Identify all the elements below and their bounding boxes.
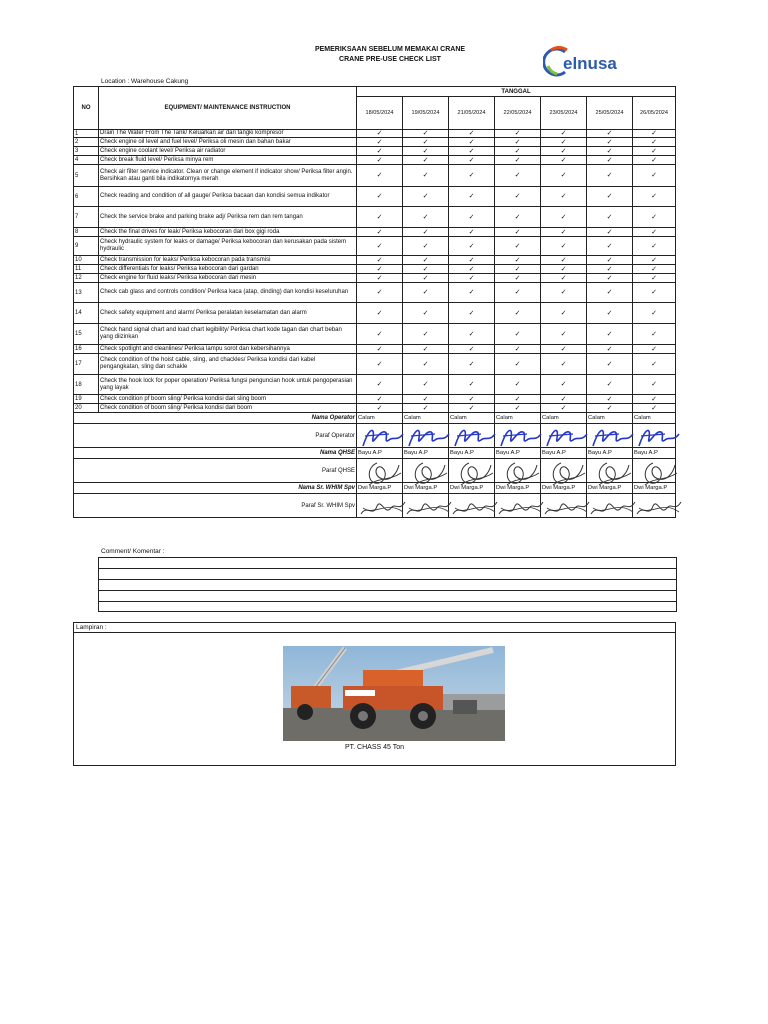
- check-mark[interactable]: ✓: [357, 228, 403, 237]
- attachment-section: [73, 622, 676, 766]
- check-mark[interactable]: ✓: [449, 256, 495, 265]
- title-line-1: PEMERIKSAAN SEBELUM MEMAKAI CRANE: [314, 46, 466, 53]
- checklist-row: [74, 165, 676, 187]
- check-mark[interactable]: ✓: [449, 165, 495, 187]
- spv-signature[interactable]: [449, 494, 495, 518]
- check-mark[interactable]: ✓: [495, 130, 541, 138]
- check-mark[interactable]: ✓: [357, 345, 403, 354]
- check-mark[interactable]: ✓: [633, 395, 676, 404]
- check-mark[interactable]: ✓: [449, 265, 495, 274]
- check-mark[interactable]: ✓: [449, 156, 495, 165]
- check-mark[interactable]: ✓: [357, 138, 403, 147]
- header-equipment: EQUIPMENT/ MAINTENANCE INSTRUCTION: [99, 87, 357, 130]
- row-number: 7: [74, 207, 99, 228]
- check-mark[interactable]: ✓: [633, 187, 676, 207]
- check-mark[interactable]: ✓: [357, 256, 403, 265]
- operator-signature[interactable]: [449, 424, 495, 448]
- check-mark[interactable]: ✓: [449, 303, 495, 324]
- check-mark[interactable]: ✓: [495, 324, 541, 345]
- check-mark[interactable]: ✓: [403, 130, 449, 138]
- check-mark[interactable]: ✓: [449, 283, 495, 303]
- check-mark[interactable]: ✓: [541, 395, 587, 404]
- check-mark[interactable]: ✓: [541, 130, 587, 138]
- checklist-row: [74, 303, 676, 324]
- spv-name[interactable]: Dwi Marga.P: [403, 483, 449, 494]
- check-mark[interactable]: ✓: [403, 228, 449, 237]
- check-mark[interactable]: ✓: [449, 130, 495, 138]
- check-mark[interactable]: ✓: [541, 265, 587, 274]
- operator-name[interactable]: Calam: [403, 413, 449, 424]
- comment-label: Comment/ Komentar :: [101, 548, 165, 555]
- instruction-text: Check the hook lock for poper operation/ Periksa fungsi penguncian hook untuk pengoperasian yang layak: [99, 375, 357, 395]
- row-number: 19: [74, 395, 99, 404]
- check-mark[interactable]: ✓: [587, 283, 633, 303]
- date-header: 22/05/2024: [495, 97, 541, 130]
- row-number: 13: [74, 283, 99, 303]
- check-mark[interactable]: ✓: [357, 303, 403, 324]
- spv-name[interactable]: Dwi Marga.P: [495, 483, 541, 494]
- check-mark[interactable]: ✓: [449, 274, 495, 283]
- check-mark[interactable]: ✓: [403, 274, 449, 283]
- check-mark[interactable]: ✓: [633, 237, 676, 256]
- date-header: 19/05/2024: [403, 97, 449, 130]
- check-mark[interactable]: ✓: [449, 345, 495, 354]
- check-mark[interactable]: ✓: [541, 187, 587, 207]
- check-mark[interactable]: ✓: [495, 303, 541, 324]
- check-mark[interactable]: ✓: [587, 228, 633, 237]
- checklist-row: [74, 283, 676, 303]
- signoff-label: Paraf Operator: [74, 424, 357, 448]
- signoff-row: [74, 483, 676, 494]
- instruction-text: Check hydraulic system for leaks or damage/ Periksa kebocoran dan kerusakan pada sistem hydraulic: [99, 237, 357, 256]
- check-mark[interactable]: ✓: [633, 207, 676, 228]
- operator-signature[interactable]: [587, 424, 633, 448]
- qhse-name[interactable]: Bayu A.P: [403, 448, 449, 459]
- check-mark[interactable]: ✓: [403, 324, 449, 345]
- instruction-text: Check reading and condition of all gauge/ Periksa bacaan dan kondisi semua indikator: [99, 187, 357, 207]
- check-mark[interactable]: ✓: [587, 375, 633, 395]
- check-mark[interactable]: ✓: [403, 207, 449, 228]
- qhse-signature[interactable]: [495, 459, 541, 483]
- check-mark[interactable]: ✓: [495, 165, 541, 187]
- check-mark[interactable]: ✓: [541, 345, 587, 354]
- instruction-text: Check the final drives for leak/ Periksa kebocoran dari box gigi roda: [99, 228, 357, 237]
- check-mark[interactable]: ✓: [633, 265, 676, 274]
- checklist-row: [74, 395, 676, 404]
- spv-name[interactable]: Dwi Marga.P: [449, 483, 495, 494]
- crane-photo: [283, 646, 505, 741]
- signoff-row: [74, 448, 676, 459]
- check-mark[interactable]: ✓: [403, 156, 449, 165]
- check-mark[interactable]: ✓: [495, 274, 541, 283]
- qhse-name[interactable]: Bayu A.P: [541, 448, 587, 459]
- checklist-row: [74, 274, 676, 283]
- check-mark[interactable]: ✓: [403, 354, 449, 375]
- check-mark[interactable]: ✓: [495, 207, 541, 228]
- comment-line: [99, 569, 676, 580]
- check-mark[interactable]: ✓: [541, 324, 587, 345]
- elnusa-logo: [543, 44, 643, 78]
- row-number: 16: [74, 345, 99, 354]
- row-number: 1: [74, 130, 99, 138]
- qhse-name[interactable]: Bayu A.P: [633, 448, 676, 459]
- check-mark[interactable]: ✓: [449, 207, 495, 228]
- row-number: 10: [74, 256, 99, 265]
- check-mark[interactable]: ✓: [541, 283, 587, 303]
- comment-line: [99, 602, 676, 612]
- checklist-row: [74, 404, 676, 413]
- checklist-row: [74, 130, 676, 138]
- checklist-row: [74, 324, 676, 345]
- check-mark[interactable]: ✓: [633, 303, 676, 324]
- spv-name[interactable]: Dwi Marga.P: [357, 483, 403, 494]
- check-mark[interactable]: ✓: [541, 256, 587, 265]
- signoff-label: Nama QHSE: [74, 448, 357, 459]
- check-mark[interactable]: ✓: [633, 147, 676, 156]
- check-mark[interactable]: ✓: [449, 187, 495, 207]
- check-mark[interactable]: ✓: [541, 303, 587, 324]
- check-mark[interactable]: ✓: [541, 147, 587, 156]
- check-mark[interactable]: ✓: [357, 354, 403, 375]
- signoff-label: Nama Sr. WHIM Spv: [74, 483, 357, 494]
- check-mark[interactable]: ✓: [587, 265, 633, 274]
- row-number: 12: [74, 274, 99, 283]
- check-mark[interactable]: ✓: [449, 237, 495, 256]
- signoff-label: Paraf QHSE: [74, 459, 357, 483]
- check-mark[interactable]: ✓: [495, 265, 541, 274]
- row-number: 15: [74, 324, 99, 345]
- checklist-row: [74, 354, 676, 375]
- qhse-name[interactable]: Bayu A.P: [357, 448, 403, 459]
- check-mark[interactable]: ✓: [357, 237, 403, 256]
- check-mark[interactable]: ✓: [449, 375, 495, 395]
- signoff-row: [74, 459, 676, 483]
- instruction-text: Drain The Water From The Tank/ Keluarkan air dari tangki kompresor: [99, 130, 357, 138]
- check-mark[interactable]: ✓: [633, 138, 676, 147]
- instruction-text: Check engine oil level and fuel level/ Periksa oli mesin dan bahan bakar: [99, 138, 357, 147]
- instruction-text: Check transmission for leaks/ Periksa kebocoran pada transmisi: [99, 256, 357, 265]
- checklist-table: [73, 86, 676, 518]
- check-mark[interactable]: ✓: [357, 283, 403, 303]
- operator-signature[interactable]: [495, 424, 541, 448]
- date-header: 23/05/2024: [541, 97, 587, 130]
- check-mark[interactable]: ✓: [541, 138, 587, 147]
- check-mark[interactable]: ✓: [495, 256, 541, 265]
- instruction-text: Check air filter service indicator. Clean or change element if indicator show/ Periksa filter angin. Bersihkan atau ganti bila indikatornya merah: [99, 165, 357, 187]
- check-mark[interactable]: ✓: [541, 354, 587, 375]
- check-mark[interactable]: ✓: [449, 395, 495, 404]
- signoff-row: [74, 424, 676, 448]
- check-mark[interactable]: ✓: [495, 395, 541, 404]
- check-mark[interactable]: ✓: [541, 207, 587, 228]
- operator-name[interactable]: Calam: [587, 413, 633, 424]
- spv-name[interactable]: Dwi Marga.P: [541, 483, 587, 494]
- check-mark[interactable]: ✓: [357, 156, 403, 165]
- check-mark[interactable]: ✓: [357, 395, 403, 404]
- spv-signature[interactable]: [403, 494, 449, 518]
- checklist-row: [74, 375, 676, 395]
- check-mark[interactable]: ✓: [587, 274, 633, 283]
- row-number: 4: [74, 156, 99, 165]
- date-header: 26/05/2024: [633, 97, 676, 130]
- signoff-label: Paraf Sr. WHIM Spv: [74, 494, 357, 518]
- spv-signature[interactable]: [357, 494, 403, 518]
- operator-name[interactable]: Calam: [357, 413, 403, 424]
- check-mark[interactable]: ✓: [357, 324, 403, 345]
- check-mark[interactable]: ✓: [357, 265, 403, 274]
- check-mark[interactable]: ✓: [403, 265, 449, 274]
- document-title: [240, 45, 540, 65]
- qhse-signature[interactable]: [633, 459, 676, 483]
- operator-name[interactable]: Calam: [633, 413, 676, 424]
- check-mark[interactable]: ✓: [541, 404, 587, 413]
- checklist-row: [74, 345, 676, 354]
- check-mark[interactable]: ✓: [357, 187, 403, 207]
- qhse-name[interactable]: Bayu A.P: [587, 448, 633, 459]
- check-mark[interactable]: ✓: [357, 165, 403, 187]
- check-mark[interactable]: ✓: [449, 354, 495, 375]
- operator-signature[interactable]: [633, 424, 676, 448]
- check-mark[interactable]: ✓: [587, 404, 633, 413]
- check-mark[interactable]: ✓: [541, 274, 587, 283]
- check-mark[interactable]: ✓: [403, 345, 449, 354]
- check-mark[interactable]: ✓: [495, 138, 541, 147]
- check-mark[interactable]: ✓: [495, 237, 541, 256]
- operator-name[interactable]: Calam: [449, 413, 495, 424]
- instruction-text: Check spotlight and cleanlines/ Periksa lampu sorot dan kebersihannya: [99, 345, 357, 354]
- attachment-divider: [74, 632, 675, 633]
- checklist-row: [74, 147, 676, 156]
- qhse-signature[interactable]: [403, 459, 449, 483]
- check-mark[interactable]: ✓: [587, 156, 633, 165]
- check-mark[interactable]: ✓: [587, 187, 633, 207]
- check-mark[interactable]: ✓: [587, 354, 633, 375]
- operator-signature[interactable]: [357, 424, 403, 448]
- instruction-text: Check hand signal chart and load chart legibility/ Periksa chart kode tagan dan chart beban yang diizinkan: [99, 324, 357, 345]
- qhse-signature[interactable]: [357, 459, 403, 483]
- checklist-row: [74, 256, 676, 265]
- check-mark[interactable]: ✓: [587, 138, 633, 147]
- check-mark[interactable]: ✓: [403, 256, 449, 265]
- qhse-signature[interactable]: [449, 459, 495, 483]
- check-mark[interactable]: ✓: [403, 283, 449, 303]
- instruction-text: Check condition pf boom sling/ Periksa kondisi dari sling boom: [99, 395, 357, 404]
- header-no: NO: [74, 87, 99, 130]
- row-number: 2: [74, 138, 99, 147]
- row-number: 17: [74, 354, 99, 375]
- row-number: 18: [74, 375, 99, 395]
- instruction-text: Check safety equipment and alarm/ Periksa peralatan keselamatan dan alarm: [99, 303, 357, 324]
- check-mark[interactable]: ✓: [587, 256, 633, 265]
- check-mark[interactable]: ✓: [633, 324, 676, 345]
- qhse-signature[interactable]: [541, 459, 587, 483]
- check-mark[interactable]: ✓: [587, 324, 633, 345]
- check-mark[interactable]: ✓: [587, 147, 633, 156]
- spv-signature[interactable]: [495, 494, 541, 518]
- logo-wordmark: elnusa: [563, 54, 617, 73]
- row-number: 8: [74, 228, 99, 237]
- operator-signature[interactable]: [403, 424, 449, 448]
- check-mark[interactable]: ✓: [449, 138, 495, 147]
- checklist-row: [74, 156, 676, 165]
- comment-line: [99, 591, 676, 602]
- check-mark[interactable]: ✓: [357, 274, 403, 283]
- title-line-2: CRANE PRE-USE CHECK LIST: [339, 56, 441, 63]
- row-number: 14: [74, 303, 99, 324]
- check-mark[interactable]: ✓: [633, 156, 676, 165]
- operator-name[interactable]: Calam: [495, 413, 541, 424]
- spv-name[interactable]: Dwi Marga.P: [587, 483, 633, 494]
- qhse-name[interactable]: Bayu A.P: [449, 448, 495, 459]
- operator-name[interactable]: Calam: [541, 413, 587, 424]
- check-mark[interactable]: ✓: [403, 237, 449, 256]
- check-mark[interactable]: ✓: [495, 147, 541, 156]
- check-mark[interactable]: ✓: [449, 147, 495, 156]
- check-mark[interactable]: ✓: [633, 283, 676, 303]
- instruction-text: Check cab glass and controls condition/ Periksa kaca (atap, dinding) dan kondisi keseluruhan: [99, 283, 357, 303]
- check-mark[interactable]: ✓: [633, 165, 676, 187]
- check-mark[interactable]: ✓: [495, 345, 541, 354]
- check-mark[interactable]: ✓: [541, 228, 587, 237]
- row-number: 9: [74, 237, 99, 256]
- qhse-signature[interactable]: [587, 459, 633, 483]
- check-mark[interactable]: ✓: [495, 354, 541, 375]
- check-mark[interactable]: ✓: [541, 156, 587, 165]
- check-mark[interactable]: ✓: [449, 404, 495, 413]
- check-mark[interactable]: ✓: [403, 138, 449, 147]
- check-mark[interactable]: ✓: [357, 375, 403, 395]
- date-header: 21/05/2024: [449, 97, 495, 130]
- checklist-row: [74, 237, 676, 256]
- date-header: 18/05/2024: [357, 97, 403, 130]
- instruction-text: Check the service brake and parking brake adj/ Periksa rem dan rem tangan: [99, 207, 357, 228]
- header-tanggal: TANGGAL: [357, 87, 676, 97]
- checklist-row: [74, 228, 676, 237]
- check-mark[interactable]: ✓: [633, 274, 676, 283]
- instruction-text: Check break fluid level/ Periksa minya rem: [99, 156, 357, 165]
- row-number: 5: [74, 165, 99, 187]
- row-number: 20: [74, 404, 99, 413]
- check-mark[interactable]: ✓: [633, 228, 676, 237]
- check-mark[interactable]: ✓: [357, 404, 403, 413]
- checklist-row: [74, 187, 676, 207]
- row-number: 6: [74, 187, 99, 207]
- spv-signature[interactable]: [541, 494, 587, 518]
- check-mark[interactable]: ✓: [495, 375, 541, 395]
- check-mark[interactable]: ✓: [357, 130, 403, 138]
- check-mark[interactable]: ✓: [587, 345, 633, 354]
- instruction-text: Check engine for fluid leaks/ Periksa kebocoran dari mesin: [99, 274, 357, 283]
- check-mark[interactable]: ✓: [587, 303, 633, 324]
- check-mark[interactable]: ✓: [495, 156, 541, 165]
- check-mark[interactable]: ✓: [633, 345, 676, 354]
- check-mark[interactable]: ✓: [403, 165, 449, 187]
- instruction-text: Check condition of the hoist cable, sling, and chackles/ Periksa kondisi dari kabel pengangkatan, sling dan schakle: [99, 354, 357, 375]
- operator-signature[interactable]: [541, 424, 587, 448]
- attachment-label: Lampiran :: [76, 624, 107, 631]
- check-mark[interactable]: ✓: [495, 187, 541, 207]
- date-header: 25/05/2024: [587, 97, 633, 130]
- check-mark[interactable]: ✓: [587, 237, 633, 256]
- row-number: 11: [74, 265, 99, 274]
- check-mark[interactable]: ✓: [541, 237, 587, 256]
- photo-caption: PT. CHASS 45 Ton: [344, 744, 404, 751]
- spv-signature[interactable]: [633, 494, 676, 518]
- spv-name[interactable]: Dwi Marga.P: [633, 483, 676, 494]
- check-mark[interactable]: ✓: [633, 354, 676, 375]
- checklist-row: [74, 265, 676, 274]
- check-mark[interactable]: ✓: [403, 147, 449, 156]
- comment-line: [99, 580, 676, 591]
- check-mark[interactable]: ✓: [495, 283, 541, 303]
- check-mark[interactable]: ✓: [403, 395, 449, 404]
- check-mark[interactable]: ✓: [587, 207, 633, 228]
- check-mark[interactable]: ✓: [449, 228, 495, 237]
- check-mark[interactable]: ✓: [403, 187, 449, 207]
- spv-signature[interactable]: [587, 494, 633, 518]
- check-mark[interactable]: ✓: [357, 207, 403, 228]
- check-mark[interactable]: ✓: [449, 324, 495, 345]
- checklist-row: [74, 138, 676, 147]
- signoff-label: Nama Operator: [74, 413, 357, 424]
- signoff-row: [74, 494, 676, 518]
- check-mark[interactable]: ✓: [633, 375, 676, 395]
- check-mark[interactable]: ✓: [495, 404, 541, 413]
- comment-area[interactable]: [98, 557, 677, 612]
- qhse-name[interactable]: Bayu A.P: [495, 448, 541, 459]
- check-mark[interactable]: ✓: [587, 395, 633, 404]
- check-mark[interactable]: ✓: [495, 228, 541, 237]
- check-mark[interactable]: ✓: [633, 256, 676, 265]
- instruction-text: Check condition of boom sling/ Periksa kondisi dari boom: [99, 404, 357, 413]
- check-mark[interactable]: ✓: [541, 165, 587, 187]
- row-number: 3: [74, 147, 99, 156]
- check-mark[interactable]: ✓: [403, 375, 449, 395]
- check-mark[interactable]: ✓: [357, 147, 403, 156]
- check-mark[interactable]: ✓: [587, 130, 633, 138]
- location-label: Location : Warehouse Cakung: [101, 78, 189, 85]
- instruction-text: Check engine coolant level/ Periksa air radiator: [99, 147, 357, 156]
- check-mark[interactable]: ✓: [587, 165, 633, 187]
- check-mark[interactable]: ✓: [403, 303, 449, 324]
- signoff-row: [74, 413, 676, 424]
- checklist-row: [74, 207, 676, 228]
- check-mark[interactable]: ✓: [633, 130, 676, 138]
- comment-line: [99, 558, 676, 569]
- check-mark[interactable]: ✓: [541, 375, 587, 395]
- check-mark[interactable]: ✓: [633, 404, 676, 413]
- instruction-text: Check differentials for leaks/ Periksa kebocoran dari gardan: [99, 265, 357, 274]
- check-mark[interactable]: ✓: [403, 404, 449, 413]
